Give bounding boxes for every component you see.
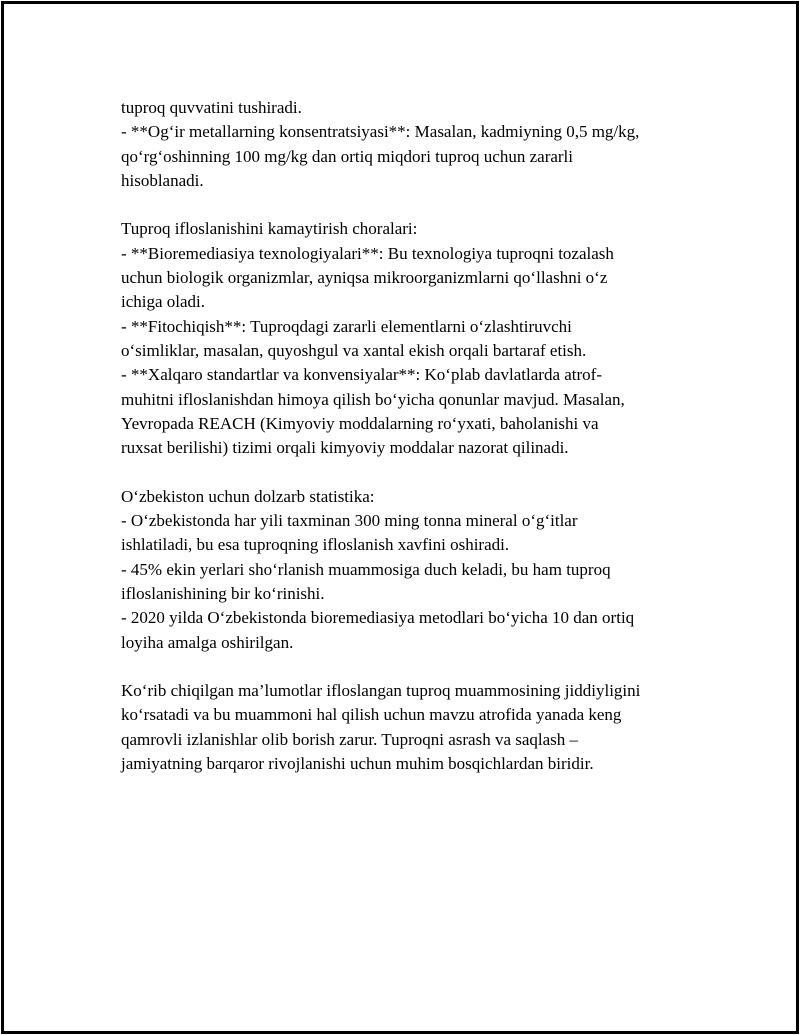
text-line: qo‘rg‘oshinning 100 mg/kg dan ortiq miqdori tuproq uchun zararli (121, 146, 574, 166)
text-line: o‘simliklar, masalan, quyoshgul va xantal ekish orqali bartaraf etish. (121, 340, 587, 360)
paragraph-gap (121, 460, 721, 484)
list-item: - **Og‘ir metallarning konsentratsiyasi**: Masalan, kadmiyning 0,5 mg/kg, (121, 122, 640, 142)
paragraph-heavy-metals (121, 96, 721, 193)
list-item: - 45% ekin yerlari sho‘rlanish muammosiga duch keladi, bu ham tuproq (121, 559, 611, 579)
text-line: qamrovli izlanishlar olib borish zarur. Tuproqni asrash va saqlash – (121, 729, 579, 749)
text-line: ishlatiladi, bu esa tuproqning ifloslanish xavfini oshiradi. (121, 535, 510, 555)
list-item: - 2020 yilda O‘zbekistonda bioremediasiya metodlari bo‘yicha 10 dan ortiq (121, 608, 635, 628)
text-line: uchun biologik organizmlar, ayniqsa mikroorganizmlarni qo‘llashni o‘z (121, 268, 608, 288)
list-item: - O‘zbekistonda har yili taxminan 300 ming tonna mineral o‘g‘itlar (121, 511, 578, 531)
list-item: - **Xalqaro standartlar va konvensiyalar**: Ko‘plab davlatlarda atrof- (121, 365, 603, 385)
list-item: - **Bioremediasiya texnologiyalari**: Bu texnologiya tuproqni tozalash (121, 243, 614, 263)
text-line: ko‘rsatadi va bu muammoni hal qilish uchun mavzu atrofida yanada keng (121, 705, 622, 725)
paragraph-gap (121, 193, 721, 217)
text-line: ifloslanishining bir ko‘rinishi. (121, 583, 325, 603)
paragraph-conclusion (121, 679, 721, 776)
text-line: Ko‘rib chiqilgan ma’lumotlar ifloslangan tuproq muammosining jiddiyligini (121, 681, 641, 701)
text-line: muhitni ifloslanishdan himoya qilish bo‘yicha qonunlar mavjud. Masalan, (121, 389, 625, 409)
text-line: hisoblanadi. (121, 170, 204, 190)
text-line: loyiha amalga oshirilgan. (121, 632, 294, 652)
page-body (121, 96, 721, 776)
text-line: tuproq quvvatini tushiradi. (121, 98, 302, 117)
text-line: jamiyatning barqaror rivojlanishi uchun muhim bosqichlardan biridir. (121, 754, 594, 774)
text-line: ichiga oladi. (121, 292, 206, 312)
text-line: Yevropada REACH (Kimyoviy moddalarning ro‘yxati, baholanishi va (121, 413, 599, 433)
paragraph-reduction-measures (121, 217, 721, 460)
paragraph-uzbekistan-statistics (121, 485, 721, 655)
page-frame (1, 1, 799, 1034)
text-line: ruxsat berilishi) tizimi orqali kimyoviy moddalar nazorat qilinadi. (121, 438, 569, 458)
list-item: - **Fitochiqish**: Tuproqdagi zararli elementlarni o‘zlashtiruvchi (121, 316, 572, 336)
section-heading: O‘zbekiston uchun dolzarb statistika: (121, 486, 375, 506)
section-heading: Tuproq ifloslanishini kamaytirish choralari: (121, 219, 418, 239)
paragraph-gap (121, 655, 721, 679)
